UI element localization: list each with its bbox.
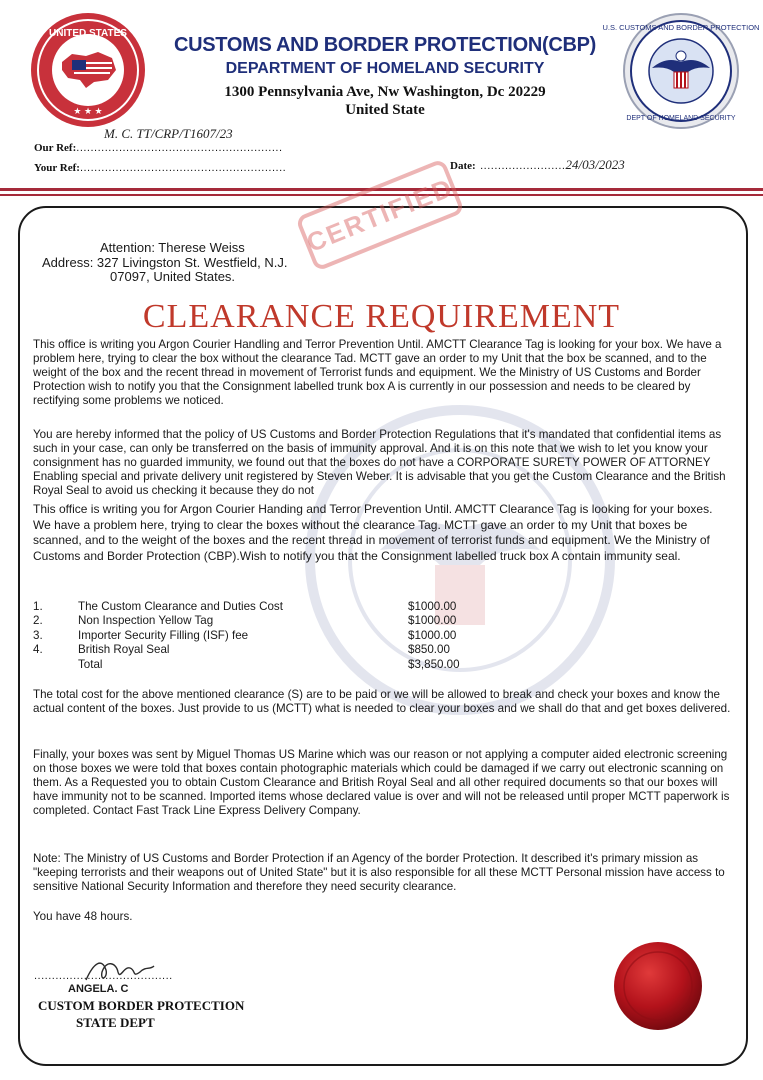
agency-country: United State	[345, 102, 425, 118]
table-row	[33, 599, 460, 614]
paragraph-deadline: You have 48 hours.	[33, 910, 133, 923]
table-row	[33, 614, 460, 629]
your-ref-label: Your Ref:	[34, 162, 80, 174]
cost-table	[33, 599, 460, 672]
cost-amount: $1000.00	[408, 614, 457, 628]
date-label: Date:	[450, 160, 476, 172]
agency-name: CUSTOMS AND BORDER PROTECTION(CBP)	[173, 34, 597, 56]
cost-num	[33, 657, 78, 672]
our-ref-value: M. C. TT/CRP/T1607/23	[104, 126, 233, 141]
signatory-dept: STATE DEPT	[76, 1015, 155, 1030]
cost-amount: $850.00	[408, 643, 450, 657]
document-title: CLEARANCE REQUIREMENT	[142, 298, 621, 335]
cost-item: Non Inspection Yellow Tag	[78, 614, 214, 628]
cost-amount: $3,850.00	[408, 657, 460, 671]
svg-text:★ ★ ★: ★ ★ ★	[73, 106, 103, 116]
cost-item: The Custom Clearance and Duties Cost	[78, 599, 283, 613]
paragraph-cost: The total cost for the above mentioned clearance (S) are to be paid or we will be allowed to break and check your boxes and know the actual content of the boxes. Just provide to us (MCTT) what is needed to clear your boxes and we shall do that and get boxes delivered.	[33, 688, 731, 715]
cost-num: 4.	[33, 643, 43, 657]
signature-line: .......................................	[34, 970, 173, 982]
signatory-name: ANGELA. C	[68, 983, 129, 995]
cbp-seal-icon	[602, 12, 760, 130]
paragraph-intro: This office is writing you Argon Courier Handling and Terror Prevention Until. AMCTT Clearance Tag is looking for your box. We have a problem here, trying to clear the box without the clearance Tad. MCTT gave an order to my Unit that the box be scanned, and to the weight of the box and the recent thread in movement of Terrorist funds and equipment. We the Ministry of US Customs and Border Protection wish to notify you that the Consignment labelled trunk box A is currently in our possession and needs to be cleared by rectifying some problems we noticed.	[33, 338, 722, 407]
svg-text:UNITED STATES: UNITED STATES	[49, 28, 127, 39]
table-row	[33, 643, 460, 658]
table-row	[33, 628, 460, 643]
cost-amount: $1000.00	[408, 599, 457, 613]
recipient-address-line2: 07097, United States.	[110, 269, 236, 284]
paragraph-finally: Finally, your boxes was sent by Miguel Thomas US Marine which was our reason or not applying a computer aided electronic screening on those boxes we were told that boxes contain photographic materials which could be damaged if we carry out electronic scanning on them. As a Requested you to obtain Custom Clearance and British Royal Seal and all other required documents so that our boxes will have immunity not to be scanned. Imported items whose declared value is over and will not be released until proper MCTT paperwork is completed. Contact Fast Track Line Express Delivery Company.	[33, 748, 730, 817]
our-ref-dots: ..........................................................	[76, 142, 283, 154]
paragraph-policy: You are hereby informed that the policy of US Customs and Border Protection Regulations that it's mandated that confidential items as such in your case, can only be transferred on the basis of immunity approval. And it is on this note that we wish to let you know your consignment has no guarded immunity, we found out that the boxes do not have a CORPORATE SURETY POWER OF ATTORNEY Enabling special and private delivery unit registered by Steven Weber. It is advisable that you get the Custom Clearance and the British Royal Seal to avoid us checking it because they do not	[33, 428, 726, 497]
agency-address: 1300 Pennsylvania Ave, Nw Washington, Dc 20229	[224, 84, 546, 100]
wax-seal-icon	[612, 940, 704, 1032]
svg-text:DEPT OF HOMELAND SECURITY: DEPT OF HOMELAND SECURITY	[626, 115, 736, 122]
your-ref-row	[34, 158, 286, 176]
department-name: DEPARTMENT OF HOMELAND SECURITY	[225, 60, 545, 77]
cost-num: 1.	[33, 599, 43, 613]
your-ref-dots: ..........................................................	[79, 162, 287, 174]
cost-num: 3.	[33, 628, 43, 642]
cost-num: 2.	[33, 614, 43, 628]
certified-stamp: CERTIFIED	[295, 158, 465, 272]
date-row	[450, 156, 625, 174]
our-ref-row	[34, 138, 283, 156]
svg-text:U.S. CUSTOMS AND BORDER PROTEC: U.S. CUSTOMS AND BORDER PROTECTION	[602, 23, 760, 32]
paragraph-note: Note: The Ministry of US Customs and Border Protection if an Agency of the border Protection. It described it's primary mission as "keeping terrorists and their weapons out of United State" but it is also responsible for all these MCTT Personal mission have access to sensitive National Security Information and therefore they need security clearance.	[33, 852, 725, 893]
our-ref-label: Our Ref:	[34, 142, 77, 154]
date-value: 24/03/2023	[565, 157, 625, 172]
cost-item: British Royal Seal	[78, 643, 170, 657]
date-dots: ........................	[480, 160, 566, 172]
united-states-seal-icon	[28, 10, 148, 130]
recipient-attention: Attention: Therese Weiss	[100, 240, 245, 255]
recipient-address-line1: Address: 327 Livingston St. Westfield, N.J.	[42, 255, 288, 270]
signatory-org: CUSTOM BORDER PROTECTION	[38, 998, 245, 1013]
table-row-total	[33, 657, 460, 672]
paragraph-notice: This office is writing you for Argon Courier Handing and Terror Prevention Until. AMCTT Clearance Tag is looking for your boxes. We have a problem here, trying to clear the boxes without the clearance Tag. MCTT gave an order to my Unit that boxes be scanned, and to the weight of the boxes and the recent thread in movement of terrorist funds and equipment. We the Ministry of Customs and Border Protection (CBP).Wish to notify you that the Consignment labelled truck box A contain immunity seal.	[33, 502, 713, 563]
cost-item: Importer Security Filling (ISF) fee	[78, 628, 249, 642]
cost-amount: $1000.00	[408, 628, 457, 642]
cost-item: Total	[78, 657, 103, 671]
